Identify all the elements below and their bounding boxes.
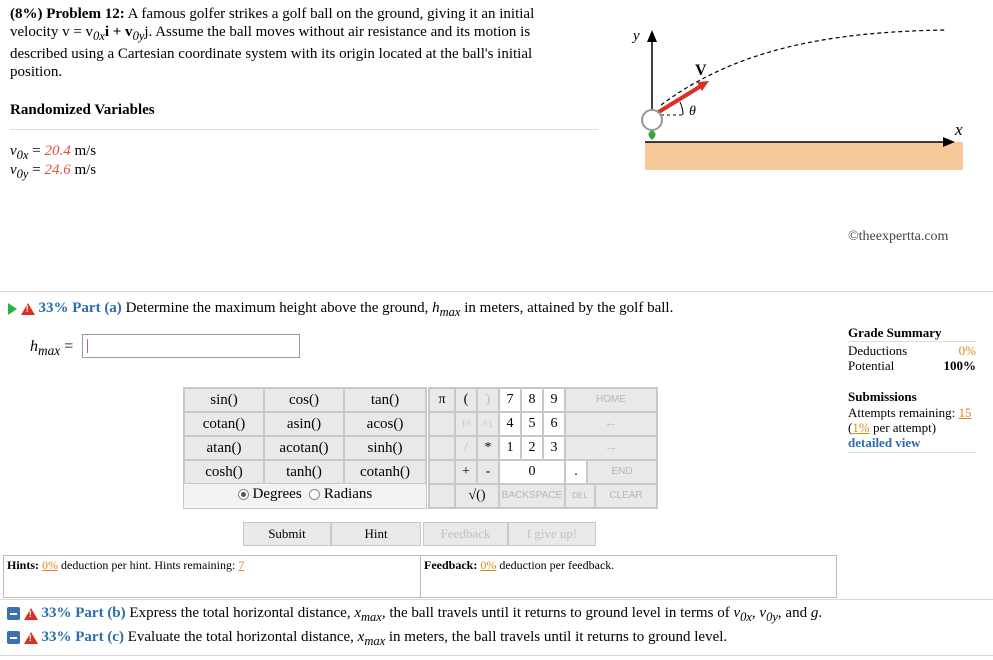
superscript-down-key[interactable]: ^↓	[477, 412, 499, 436]
problem-line-2b: i + v	[104, 24, 133, 40]
potential-value: 100%	[943, 358, 976, 373]
part-a-text-end: in meters, attained by the golf ball.	[460, 300, 674, 316]
feedback-label: Feedback:	[424, 558, 478, 572]
y-axis-arrow	[647, 30, 657, 42]
part-b-text-2: , the ball travels until it returns to ground level in terms of	[381, 605, 734, 621]
var-value: 20.4	[44, 143, 71, 159]
hints-info	[7, 558, 244, 573]
per-attempt-pct: 1%	[852, 420, 870, 435]
degrees-label: Degrees	[252, 486, 302, 502]
cosh-button[interactable]: cosh()	[184, 460, 264, 484]
sinh-button[interactable]: sinh()	[344, 436, 426, 460]
cotan-button[interactable]: cotan()	[184, 412, 264, 436]
asin-button[interactable]: asin()	[264, 412, 344, 436]
projectile-figure	[625, 20, 975, 170]
answer-sub: max	[38, 343, 61, 359]
var-unit: m/s	[70, 162, 97, 178]
var-value: 24.6	[44, 162, 71, 178]
home-key[interactable]: HOME	[565, 388, 657, 412]
part-b-label: 33% Part (b)	[41, 605, 126, 621]
feedback-button[interactable]: Feedback	[423, 522, 508, 546]
key-3[interactable]: 3	[543, 436, 565, 460]
variable-v0x	[10, 143, 96, 163]
hints-label: Hints:	[7, 558, 40, 572]
feedback-info	[424, 558, 614, 573]
per-attempt-text: per attempt)	[869, 420, 937, 435]
part-a-var: h	[432, 300, 440, 316]
golf-ball	[642, 110, 662, 130]
divider	[848, 341, 976, 342]
blank-key	[429, 436, 455, 460]
problem-line-1: A famous golfer strikes a golf ball on the ground, giving it an initial	[127, 6, 535, 22]
var-sub: 0y	[16, 167, 29, 181]
x-label: x	[955, 120, 963, 139]
key-9[interactable]: 9	[543, 388, 565, 412]
key-7[interactable]: 7	[499, 388, 521, 412]
warning-icon	[24, 608, 38, 620]
part-b-dot: .	[818, 605, 823, 621]
part-a-text: Determine the maximum height above the ground,	[125, 300, 433, 316]
v-label: V	[695, 62, 707, 79]
radians-radio[interactable]	[309, 489, 320, 500]
feedback-text: deduction per feedback.	[496, 558, 615, 572]
angle-mode	[184, 486, 426, 503]
tee	[649, 130, 656, 140]
detailed-view-link[interactable]: detailed view	[848, 435, 921, 450]
multiply-key[interactable]: *	[477, 436, 499, 460]
key-1[interactable]: 1	[499, 436, 521, 460]
sub-0y: 0y	[132, 29, 145, 43]
divider	[420, 556, 421, 598]
part-b-v1-sub: 0x	[740, 610, 752, 624]
answer-input[interactable]	[82, 334, 300, 358]
sqrt-key[interactable]: √()	[455, 484, 499, 508]
warning-icon	[24, 632, 38, 644]
problem-title: Problem 12:	[46, 6, 125, 22]
part-b-var: x	[354, 605, 362, 621]
theta-label: θ	[689, 104, 696, 119]
key-4[interactable]: 4	[499, 412, 521, 436]
blank-key	[429, 484, 455, 508]
part-b-v1: v	[733, 605, 741, 621]
atan-button[interactable]: atan()	[184, 436, 264, 460]
hints-text: deduction per hint. Hints remaining:	[58, 558, 239, 572]
end-key[interactable]: END	[587, 460, 657, 484]
warning-icon	[21, 303, 35, 315]
plus-key[interactable]: +	[455, 460, 477, 484]
superscript-up-key[interactable]: ↑^	[455, 412, 477, 436]
potential-row	[848, 358, 976, 374]
degrees-radio[interactable]	[238, 489, 249, 500]
attempts-label: Attempts remaining:	[848, 405, 959, 420]
part-b-end: , and	[777, 605, 811, 621]
divide-key[interactable]: /	[455, 436, 477, 460]
text-caret	[87, 339, 88, 353]
give-up-button[interactable]: I give up!	[508, 522, 596, 546]
part-c-text-end: in meters, the ball travels until it returns to ground level.	[385, 629, 728, 645]
left-arrow-key[interactable]: ←	[565, 412, 657, 436]
key-2[interactable]: 2	[521, 436, 543, 460]
blank-key	[429, 460, 455, 484]
attempts-row	[848, 405, 976, 421]
attempts-value: 15	[958, 405, 972, 420]
part-c-label: 33% Part (c)	[41, 629, 124, 645]
deductions-row	[848, 343, 976, 359]
decimal-key[interactable]: .	[565, 460, 587, 484]
deductions-value: 0%	[958, 343, 976, 358]
part-b-text: Express the total horizontal distance,	[129, 605, 355, 621]
tanh-button[interactable]: tanh()	[264, 460, 344, 484]
deductions-label: Deductions	[848, 343, 908, 358]
part-a-var-sub: max	[439, 305, 461, 319]
problem-line-4: position.	[10, 64, 63, 80]
backspace-key[interactable]: BACKSPACE	[499, 484, 565, 508]
answer-eq: =	[60, 338, 74, 355]
var-eq: =	[28, 162, 45, 178]
randomized-variables-title: Randomized Variables	[10, 102, 155, 118]
y-label: y	[633, 28, 640, 44]
part-b-v2: v	[759, 605, 767, 621]
potential-label: Potential	[848, 358, 895, 373]
part-c-header[interactable]	[7, 629, 727, 649]
key-8[interactable]: 8	[521, 388, 543, 412]
submissions-title: Submissions	[848, 389, 917, 404]
minus-key[interactable]: -	[477, 460, 499, 484]
feedback-pct: 0%	[480, 558, 497, 572]
rparen-key[interactable]: )	[477, 388, 499, 412]
expand-triangle-icon[interactable]	[8, 303, 17, 315]
problem-weight: (8%)	[10, 6, 43, 22]
problem-line-2c: j. Assume the ball moves without air resistance and its motion is	[144, 24, 531, 40]
per-attempt-row: (1% per attempt)	[848, 420, 937, 435]
radians-label: Radians	[323, 486, 373, 502]
acotan-button[interactable]: acotan()	[264, 436, 344, 460]
part-b-var-sub: max	[361, 610, 382, 624]
var-sub: 0x	[16, 148, 29, 162]
var-symbol: v	[10, 143, 17, 159]
grade-summary-title: Grade Summary	[848, 325, 942, 340]
blank-key	[429, 412, 455, 436]
hints-remaining: 7	[238, 558, 245, 572]
var-unit: m/s	[70, 143, 97, 159]
cos-button[interactable]: cos()	[264, 388, 344, 412]
key-0[interactable]: 0	[499, 460, 565, 484]
key-6[interactable]: 6	[543, 412, 565, 436]
problem-statement	[10, 5, 600, 81]
part-c-var: x	[357, 629, 365, 645]
sub-0x: 0x	[93, 29, 105, 43]
var-eq: =	[28, 143, 45, 159]
part-b-v2-sub: 0y	[766, 610, 778, 624]
clear-key[interactable]: CLEAR	[595, 484, 657, 508]
problem-line-2a: velocity v = v	[10, 24, 94, 40]
part-c-var-sub: max	[364, 634, 386, 648]
key-5[interactable]: 5	[521, 412, 543, 436]
copyright-text: ©theexpertta.com	[848, 229, 949, 244]
divider	[0, 655, 993, 656]
collapse-icon[interactable]	[7, 607, 20, 620]
part-b-header[interactable]: ! 33% Part (b) Express the total horizontal distance, $x_{max}$, the ball travels until it returns to ground level in terms of $v_{0x}$, $v_{0y}$, and g.	[7, 605, 822, 625]
tan-button[interactable]: tan()	[344, 388, 426, 412]
divider	[848, 452, 976, 453]
ground	[645, 142, 963, 170]
answer-label	[30, 338, 73, 359]
lparen-key[interactable]: (	[455, 388, 477, 412]
cotanh-button[interactable]: cotanh()	[344, 460, 426, 484]
acos-button[interactable]: acos()	[344, 412, 426, 436]
pi-key[interactable]: π	[429, 388, 455, 412]
collapse-icon[interactable]	[7, 631, 20, 644]
angle-arc	[680, 102, 683, 115]
right-arrow-key[interactable]: →	[565, 436, 657, 460]
part-c-text: Evaluate the total horizontal distance,	[127, 629, 358, 645]
var-symbol: v	[10, 162, 17, 178]
part-b-g: g	[810, 605, 819, 621]
divider	[10, 129, 598, 130]
variable-v0y	[10, 162, 96, 182]
part-a-label: 33% Part (a)	[38, 300, 122, 316]
hint-button[interactable]: Hint	[331, 522, 421, 546]
submit-button[interactable]: Submit	[243, 522, 331, 546]
part-a-header[interactable]	[8, 300, 673, 320]
answer-symbol: h	[30, 338, 38, 355]
problem-line-3: described using a Cartesian coordinate system with its origin located at the ball's initial	[10, 46, 533, 62]
delete-key[interactable]: DEL	[565, 484, 595, 508]
hints-pct: 0%	[42, 558, 59, 572]
sin-button[interactable]: sin()	[184, 388, 264, 412]
